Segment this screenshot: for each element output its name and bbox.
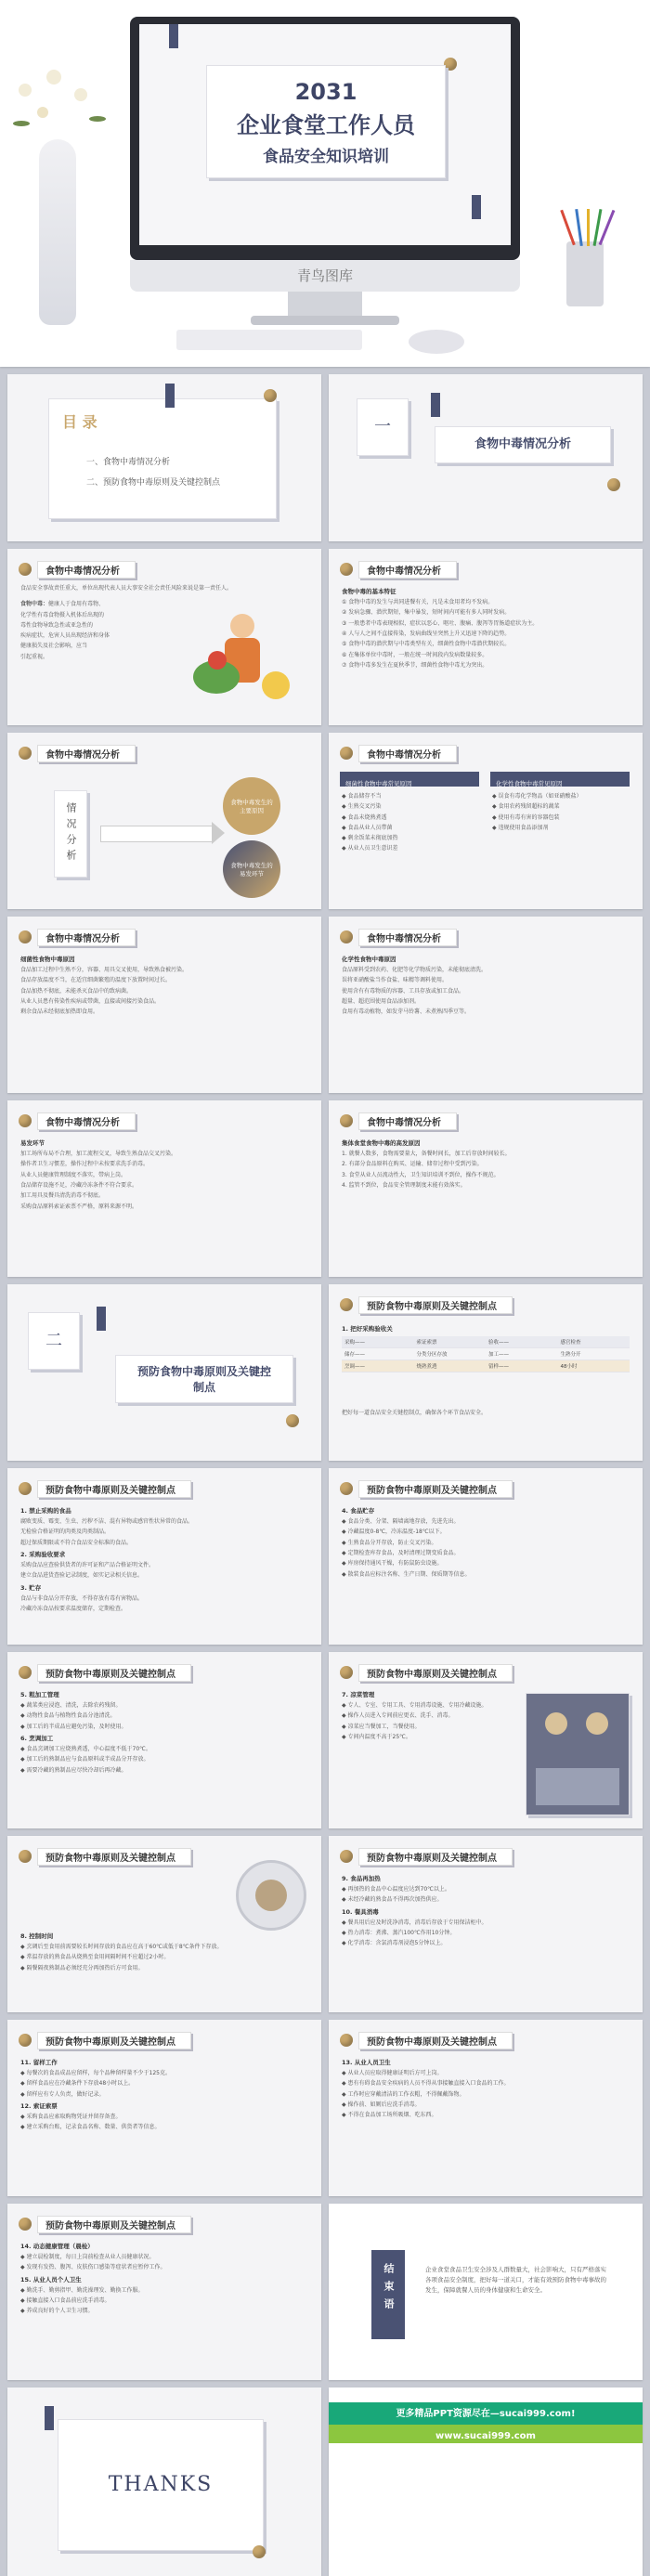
arrow-head-icon xyxy=(212,822,225,844)
list-item: ◆ 食用农药残留超标的蔬菜 xyxy=(492,803,560,811)
body-text: 引起重视。 xyxy=(20,653,49,660)
body-text: ◆ 动物性食品与植物性食品分池清洗。 xyxy=(20,1712,116,1720)
body-heading: 14. 动态健康管理（晨检） xyxy=(20,2243,94,2250)
list-item: ◆ 误食有毒化学物品（如亚硝酸盐） xyxy=(492,793,582,800)
deco-tag xyxy=(169,24,178,48)
body-heading: 3. 贮存 xyxy=(20,1583,42,1592)
analysis-label: 情况分析 xyxy=(65,802,77,865)
slide-7 xyxy=(7,917,321,1093)
section-title-card xyxy=(435,426,611,463)
body-heading: 7. 凉菜管理 xyxy=(342,1691,375,1698)
slide-21 xyxy=(7,2204,321,2380)
body-text: ◆ 接触直接入口食品前应洗手消毒。 xyxy=(20,2297,110,2305)
body-text: ◆ 烹调后至食用前需要较长时间存放的食品应在高于60℃或低于8℃条件下存放。 xyxy=(20,1944,223,1951)
slide-body xyxy=(342,1503,630,1581)
section2-slide xyxy=(7,1284,321,1461)
body-text: 食品与非食品分开存放，不得存放有毒有害物品。 xyxy=(20,1594,144,1602)
body-text: 食品储存设施不足，冷藏冷冻条件不符合要求。 xyxy=(20,1181,138,1189)
section-title: 预防食物中毒原则及关键控制点 xyxy=(136,1365,271,1394)
slide-subheading xyxy=(342,1321,630,1335)
body-text: 疾病症状，危害人员出现经济和身体 xyxy=(20,632,110,640)
table-cell: 储存—— xyxy=(344,1352,366,1358)
plate-photo xyxy=(236,1860,306,1931)
slide-title: 食物中毒情况分析 xyxy=(37,745,136,762)
list-item: ◆ 食品未烧熟煮透 xyxy=(342,813,387,821)
ad-url-bar[interactable] xyxy=(329,2425,643,2443)
plate-food xyxy=(255,1880,287,1911)
body-text: ◆ 操作前、如厕后应洗手消毒。 xyxy=(342,2101,421,2108)
body-text: ② 发病急骤、潜伏期短，集中暴发，短时间内可能有多人同时发病。 xyxy=(342,609,511,617)
body-text: 超量、超范围使用食品添加剂。 xyxy=(342,997,421,1005)
section-number: 一 xyxy=(374,417,391,436)
cover-subtitle: 食品安全知识培训 xyxy=(263,148,389,166)
header-ball-icon xyxy=(340,1482,353,1495)
body-text: 食品存放温度不当，在适宜细菌繁殖的温度下放置时间过长。 xyxy=(20,977,172,984)
deco-ball xyxy=(253,2545,266,2558)
body-text: ◆ 患有有碍食品安全疾病的人员不得从事接触直接入口食品的工作。 xyxy=(342,2080,510,2088)
table-cell: 分类分区存放 xyxy=(416,1352,448,1358)
body-text: 采购食品应查验供货者的许可证和产品合格证明文件。 xyxy=(20,1562,155,1569)
deco-ball xyxy=(286,1414,299,1427)
table-row xyxy=(342,1336,630,1348)
table-cell: 采购—— xyxy=(344,1340,366,1346)
body-text: 剩余食品未经彻底加热即食用。 xyxy=(20,1008,99,1016)
thanks-slide xyxy=(7,2387,321,2576)
slide-5 xyxy=(7,733,321,909)
cover-title: 企业食堂工作人员 xyxy=(237,112,415,138)
slide-title: 食物中毒情况分析 xyxy=(358,1112,457,1130)
header-ball-icon xyxy=(19,930,32,943)
body-text: 食品原料受到农药、化肥等化学物质污染，未能彻底清洗。 xyxy=(342,967,488,974)
col1-header xyxy=(340,772,479,787)
body-text: 采购食品原料索证索票不严格，原料来源不明。 xyxy=(20,1203,138,1210)
body-text: ⑥ 在集体单位中毒时，一般在统一时间段内发病数量较多。 xyxy=(342,651,488,658)
body-text: 4. 监管不到位，食品安全管理制度未能有效落实。 xyxy=(342,1181,466,1189)
body-text: ◆ 常温存放的熟食品从烧熟至食用间隔时间不应超过2小时。 xyxy=(20,1954,170,1961)
slide-title: 食物中毒情况分析 xyxy=(358,561,457,579)
section-number-card xyxy=(28,1312,80,1370)
body-text: 毒性食物导致急性或亚急性的 xyxy=(20,621,94,629)
body-heading: 15. 从业人员个人卫生 xyxy=(20,2275,82,2283)
slide-body xyxy=(20,1136,308,1213)
body-heading: 12. 索证索票 xyxy=(20,2101,58,2110)
body-text: 建立食品进货查验记录制度，如实记录相关信息。 xyxy=(20,1572,144,1580)
body-heading: 易发环节 xyxy=(20,1139,45,1147)
term: 食物中毒： xyxy=(20,601,49,608)
body-text: ◆ 留样应有专人负责，做好记录。 xyxy=(20,2090,105,2098)
body-text: ◆ 勤洗手、勤剪指甲、勤洗澡理发、勤换工作服。 xyxy=(20,2286,144,2294)
mouse xyxy=(409,330,464,354)
header-ball-icon xyxy=(19,1114,32,1127)
body-text: 健康损失及社会影响，应当 xyxy=(20,643,88,650)
body-text: 误将亚硝酸盐当作食盐、味精等调料使用。 xyxy=(342,977,448,984)
flowers xyxy=(9,65,111,149)
slide-body xyxy=(20,2239,308,2318)
slide-title: 食物中毒情况分析 xyxy=(37,929,136,946)
body-text: 加工场所布局不合理，加工流程交叉，导致生熟食品交叉污染。 xyxy=(20,1151,177,1158)
body-heading: 集体食堂食物中毒的高发原因 xyxy=(342,1139,421,1147)
slide-4 xyxy=(329,549,643,725)
list-item: ◆ 食品从业人员带菌 xyxy=(342,824,393,831)
thanks-text: THANKS xyxy=(108,2473,214,2496)
body-text: ◆ 加工后的熟制品应与食品原料或半成品分开存放。 xyxy=(20,1756,150,1763)
header-ball-icon xyxy=(19,563,32,576)
toc-slide xyxy=(7,374,321,541)
section1-slide xyxy=(329,374,643,541)
header-ball-icon xyxy=(340,747,353,760)
body-text: 操作者卫生习惯差，操作过程中未按要求洗手消毒。 xyxy=(20,1161,150,1168)
slide-10 xyxy=(329,1100,643,1277)
body-text: 食品加工过程中生熟不分，容器、用具交叉使用，导致熟食被污染。 xyxy=(20,967,188,974)
table-cell: 感官检查 xyxy=(560,1340,581,1346)
vase xyxy=(39,139,76,325)
body-text: 腐败变质、霉变、生虫、污秽不洁、混有异物或感官性状异常的食品。 xyxy=(20,1518,194,1526)
section-title-card xyxy=(115,1355,293,1403)
slide-9 xyxy=(7,1100,321,1277)
table-cell: 生熟分开 xyxy=(560,1352,581,1358)
body-text: ◆ 凉菜应当餐加工，当餐使用。 xyxy=(342,1723,421,1730)
header-ball-icon xyxy=(19,2034,32,2047)
cover-slide xyxy=(0,0,650,367)
header-ball-icon xyxy=(340,563,353,576)
body-text: ◆ 未经冷藏的熟食品不得再次加热供应。 xyxy=(342,1896,443,1904)
body-text: ④ 人与人之间不直接传染，发病曲线呈突然上升又迅速下降的趋势。 xyxy=(342,630,511,637)
slide-title: 预防食物中毒原则及关键控制点 xyxy=(37,2216,191,2233)
table-cell: 烧熟煮透 xyxy=(416,1364,437,1370)
body-text: ◆ 建立采购台账，记录食品名称、数量、供货者等信息。 xyxy=(20,2124,161,2131)
slide-body xyxy=(342,1136,630,1191)
deco-tag xyxy=(165,384,175,408)
slide-body xyxy=(20,1687,308,1776)
header-ball-icon xyxy=(340,1850,353,1863)
slide-body xyxy=(342,1687,513,1743)
body-text: ◆ 食品分类、分架、隔墙离地存放，先进先出。 xyxy=(342,1518,460,1526)
table-cell: 加工—— xyxy=(488,1352,510,1358)
slide-14 xyxy=(329,1468,643,1645)
slide-16 xyxy=(329,1652,643,1828)
body-text: ◆ 从业人员应取得健康证明后方可上岗。 xyxy=(342,2070,443,2077)
closing-text: 企业食堂食品卫生安全涉及人群数量大，社会影响大，只有严格落实各项食品安全制度，把好每一道关口，才能有效预防食物中毒事故的发生，保障就餐人员的身体健康和生命安全。 xyxy=(425,2266,606,2295)
slide-6 xyxy=(329,733,643,909)
body-heading: 5. 粗加工管理 xyxy=(20,1691,59,1698)
body-text: 超过保质期限或不符合食品安全标准的食品。 xyxy=(20,1539,133,1546)
body-text: 健康人于食用有毒物、 xyxy=(48,601,105,608)
body-text: ◆ 采购食品应索取购物凭证并留存备查。 xyxy=(20,2114,122,2121)
body-text: ⑤ 食物中毒的潜伏期与中毒类型有关，细菌性食物中毒潜伏期较长。 xyxy=(342,641,511,648)
monitor-neck xyxy=(288,292,362,318)
deco-ball xyxy=(607,478,620,491)
table-cell: 48小时 xyxy=(560,1364,578,1370)
body-text: ◆ 冷藏温度0-8℃，冷冻温度-18℃以下。 xyxy=(342,1529,446,1536)
list-item: ◆ 违规使用食品添加剂 xyxy=(492,824,549,831)
slide-title: 预防食物中毒原则及关键控制点 xyxy=(358,1296,513,1314)
col1-title: 细菌性食物中毒常见原因 xyxy=(345,780,412,787)
toc-item-1: 一、食物中毒情况分析 xyxy=(86,458,171,467)
body-heading: 化学性食物中毒原因 xyxy=(342,956,396,963)
analysis-card xyxy=(54,790,87,878)
slide-title: 预防食物中毒原则及关键控制点 xyxy=(358,1848,513,1866)
body-text: ◆ 不得在食品加工场所吸烟、吃东西。 xyxy=(342,2112,437,2119)
body-text: 无检验合格证明的肉类及肉类制品。 xyxy=(20,1529,110,1536)
body-heading: 食物中毒的基本特征 xyxy=(342,588,396,595)
body-text: ◆ 每餐次的食品成品应留样，每个品种留样量不少于125克。 xyxy=(20,2070,171,2077)
table-note xyxy=(342,1409,630,1419)
body-text: ◆ 蔬菜类应浸泡、清洗，去除农药残留。 xyxy=(20,1702,122,1710)
monitor-stand xyxy=(251,316,399,325)
slide-8 xyxy=(329,917,643,1093)
body-text: 从业人员患有传染性疾病或带菌，直接或间接污染食品。 xyxy=(20,997,161,1005)
slide-13 xyxy=(7,1468,321,1645)
slide-body xyxy=(342,2055,630,2122)
photo-lamp xyxy=(586,1712,608,1735)
body-text: 冷藏冷冻食品按要求温度储存，定期检查。 xyxy=(20,1605,127,1612)
slide-body xyxy=(20,1929,308,1974)
body-text: ◆ 建立晨检制度，每日上岗前检查从业人员健康状况。 xyxy=(20,2254,155,2261)
body-text: 把好每一道食品安全关键控制点，确保各个环节食品安全。 xyxy=(342,1410,488,1416)
header-ball-icon xyxy=(340,1298,353,1311)
body-heading: 细菌性食物中毒原因 xyxy=(20,956,75,963)
body-text: ① 食物中毒的发生与共同进餐有关，凡是未食用者均不发病。 xyxy=(342,599,494,606)
header-ball-icon xyxy=(19,1850,32,1863)
kitchen-photo xyxy=(526,1693,630,1815)
cause-circle xyxy=(223,777,280,835)
body-heading: 10. 餐具消毒 xyxy=(342,1907,379,1916)
slide-title: 预防食物中毒原则及关键控制点 xyxy=(37,1848,191,1866)
slide-18 xyxy=(329,1836,643,2012)
col2-list xyxy=(492,792,631,834)
photo-lamp xyxy=(545,1712,567,1735)
col1-list xyxy=(342,792,479,855)
table-cell: 索证索票 xyxy=(416,1340,437,1346)
toc-item-2: 二、预防食物中毒原则及关键控制点 xyxy=(86,478,221,488)
body-text: ◆ 再加热的食品中心温度应达到70℃以上。 xyxy=(342,1886,450,1893)
deco-tag xyxy=(472,195,481,219)
list-item: ◆ 使用有毒有害的容器包装 xyxy=(492,813,560,821)
pen-holder xyxy=(566,241,604,306)
body-text: ◆ 隔餐隔夜熟制品必须经充分再加热后方可食用。 xyxy=(20,1964,144,1971)
deco-tag xyxy=(431,393,440,417)
closing-label-box xyxy=(371,2250,405,2339)
section-title: 食物中毒情况分析 xyxy=(474,437,571,451)
body-text: ◆ 专间内温度不高于25℃。 xyxy=(342,1733,411,1740)
slide-title: 预防食物中毒原则及关键控制点 xyxy=(37,1664,191,1682)
body-text: 加工用具及餐具清洗消毒不彻底。 xyxy=(20,1192,105,1200)
body-heading: 9. 食品再加热 xyxy=(342,1875,381,1882)
body-heading: 11. 留样工作 xyxy=(20,2059,58,2066)
watermark: 青鸟图库 xyxy=(296,267,353,284)
slide-17 xyxy=(7,1836,321,2012)
slide-title: 食物中毒情况分析 xyxy=(358,745,457,762)
link-circle-text: 食物中毒发生的易发环节 xyxy=(230,862,273,878)
slide-body xyxy=(342,584,630,671)
body-text: 化学性有毒食物摄入机体后出现的 xyxy=(20,611,105,618)
control-table xyxy=(342,1336,630,1373)
slide-title: 食物中毒情况分析 xyxy=(37,1112,136,1130)
slide-19 xyxy=(7,2020,321,2196)
body-text: 3. 食堂从业人员流动性大，卫生知识培训不到位，操作不规范。 xyxy=(342,1171,500,1178)
body-text: ◆ 加工后的半成品应避免污染，及时使用。 xyxy=(20,1723,127,1730)
body-heading: 2. 采购验收要求 xyxy=(20,1550,66,1558)
body-text: ◆ 餐具用后应及时洗净消毒，消毒后存放于专用保洁柜中。 xyxy=(342,1919,488,1926)
slide-title: 预防食物中毒原则及关键控制点 xyxy=(37,2032,191,2049)
body-text: ◆ 散装食品应标注名称、生产日期、保质期等信息。 xyxy=(342,1570,471,1578)
table-cell: 验收—— xyxy=(488,1340,510,1346)
link-circle xyxy=(223,840,280,898)
body-text: ◆ 需要冷藏的熟制品应尽快冷却后再冷藏。 xyxy=(20,1766,127,1774)
body-text: ◆ 工作时应穿戴清洁的工作衣帽，不得佩戴饰物。 xyxy=(342,2090,465,2098)
body-text: ◆ 化学消毒：含氯消毒剂浸泡5分钟以上。 xyxy=(342,1940,447,1947)
body-heading: 8. 控制时间 xyxy=(20,1932,54,1940)
body-heading: 13. 从业人员卫生 xyxy=(342,2059,391,2066)
slide-body xyxy=(20,952,308,1019)
body-text: 食品安全事故责任重大，单位出现代表人员大事安全社会责任风险来说是第一责任人。 xyxy=(20,585,233,592)
ad-url: www.sucai999.com xyxy=(436,2431,536,2441)
slide-body xyxy=(342,1871,630,1950)
header-ball-icon xyxy=(340,930,353,943)
header-ball-icon xyxy=(340,1114,353,1127)
body-heading: 4. 食品贮存 xyxy=(342,1507,375,1515)
slide-3 xyxy=(7,549,321,725)
slide-title: 预防食物中毒原则及关键控制点 xyxy=(358,1480,513,1498)
keyboard xyxy=(176,330,362,350)
body-text: ◆ 发现有发热、腹泻、皮肤伤口感染等症状者应暂停工作。 xyxy=(20,2264,166,2271)
toc-card xyxy=(48,398,277,519)
slide-body xyxy=(20,1503,308,1615)
col2-title: 化学性食物中毒常见原因 xyxy=(496,780,563,787)
header-ball-icon xyxy=(19,747,32,760)
body-text: ⑦ 食物中毒多发生在夏秋季节，细菌性食物中毒尤为突出。 xyxy=(342,661,488,669)
body-text: ◆ 生熟食品分开存放，防止交叉污染。 xyxy=(342,1539,437,1546)
body-text: ◆ 留样食品应在冷藏条件下存放48小时以上。 xyxy=(20,2080,135,2088)
body-text: 1. 就餐人数多，食物需要量大，备餐时间长，加工后存放时间较长。 xyxy=(342,1151,511,1158)
thanks-card xyxy=(58,2419,264,2551)
section-number: 二 xyxy=(46,1331,62,1350)
deco-tag xyxy=(97,1307,106,1331)
table-cell: 留样—— xyxy=(488,1364,510,1370)
slide-title: 预防食物中毒原则及关键控制点 xyxy=(37,1480,191,1498)
slide-12 xyxy=(329,1284,643,1461)
slide-title: 食物中毒情况分析 xyxy=(37,561,136,579)
body-text: ◆ 食品烹调加工应烧熟煮透，中心温度不低于70℃。 xyxy=(20,1746,151,1753)
ad-slide xyxy=(329,2387,643,2576)
slide-title: 预防食物中毒原则及关键控制点 xyxy=(358,2032,513,2049)
ad-banner[interactable] xyxy=(329,2402,643,2425)
header-ball-icon xyxy=(19,2218,32,2231)
slide-title: 食物中毒情况分析 xyxy=(358,929,457,946)
body-text: ③ 一般患者中毒表现相似，症状以恶心、呕吐、腹痛、腹泻等胃肠道症状为主。 xyxy=(342,619,539,627)
body-heading: 6. 烹调加工 xyxy=(20,1734,54,1742)
body-text: 食品加热不彻底，未能杀灭食品中的致病菌。 xyxy=(20,987,133,995)
header-ball-icon xyxy=(340,1666,353,1679)
cover-year: 2031 xyxy=(294,79,358,105)
cover-title-card xyxy=(206,65,446,178)
ad-banner-text: 更多精品PPT资源尽在—sucai999.com! xyxy=(396,2409,576,2419)
header-ball-icon xyxy=(19,1666,32,1679)
list-item: ◆ 从业人员卫生意识差 xyxy=(342,845,398,852)
body-text: ◆ 专人、专室、专用工具、专用消毒设施、专用冷藏设施。 xyxy=(342,1702,488,1710)
body-text: 食用有毒动植物，如发芽马铃薯、未煮熟四季豆等。 xyxy=(342,1008,471,1016)
body-heading: 1. 禁止采购的食品 xyxy=(20,1507,72,1515)
table-cell: 烹调—— xyxy=(344,1364,366,1370)
body-text: ◆ 定期检查库存食品，及时清理过期变质食品。 xyxy=(342,1549,460,1556)
slide-body xyxy=(20,2055,308,2134)
slide-title: 预防食物中毒原则及关键控制点 xyxy=(358,1664,513,1682)
header-ball-icon xyxy=(19,1482,32,1495)
body-text: ◆ 热力消毒：煮沸、蒸汽100℃作用10分钟。 xyxy=(342,1930,456,1937)
food-illustration xyxy=(193,614,295,707)
list-item: ◆ 生熟交叉污染 xyxy=(342,803,382,811)
body-text: 从业人员健康管理制度不落实，带病上岗。 xyxy=(20,1171,127,1178)
slide-20 xyxy=(329,2020,643,2196)
cause-circle-text: 食物中毒发生的主要原因 xyxy=(230,799,273,814)
body-text: 2. 有部分食品原料在购买、运输、储存过程中受到污染。 xyxy=(342,1161,483,1168)
closing-slide xyxy=(329,2204,643,2380)
slide-body xyxy=(342,952,630,1019)
table-row xyxy=(342,1360,630,1373)
photo-counter xyxy=(536,1768,619,1805)
body-text: ◆ 库房保持通风干燥，有防鼠防虫设施。 xyxy=(342,1560,443,1568)
toc-title: 目 录 xyxy=(62,413,98,431)
table-row xyxy=(342,1348,630,1360)
closing-label: 结束语 xyxy=(383,2263,395,2316)
deco-tag xyxy=(45,2406,54,2430)
body-text: ◆ 操作人员进入专间前应更衣、洗手、消毒。 xyxy=(342,1712,454,1720)
section-number-card xyxy=(357,398,409,456)
header-ball-icon xyxy=(340,2034,353,2047)
list-item: ◆ 食品储存不当 xyxy=(342,793,382,800)
deco-ball xyxy=(264,389,277,402)
pencils xyxy=(557,209,613,246)
deco-ball xyxy=(444,58,457,71)
col2-header xyxy=(490,772,630,787)
arrow-body xyxy=(100,826,214,842)
body-heading: 1. 把好采购验收关 xyxy=(342,1325,393,1333)
list-item: ◆ 剩余饭菜未彻底加热 xyxy=(342,835,398,842)
body-text: 使用含有有毒物质的容器、工具存放或加工食品。 xyxy=(342,987,465,995)
body-text: ◆ 养成良好的个人卫生习惯。 xyxy=(20,2308,94,2315)
slide-15 xyxy=(7,1652,321,1828)
monitor-chin xyxy=(130,260,520,292)
